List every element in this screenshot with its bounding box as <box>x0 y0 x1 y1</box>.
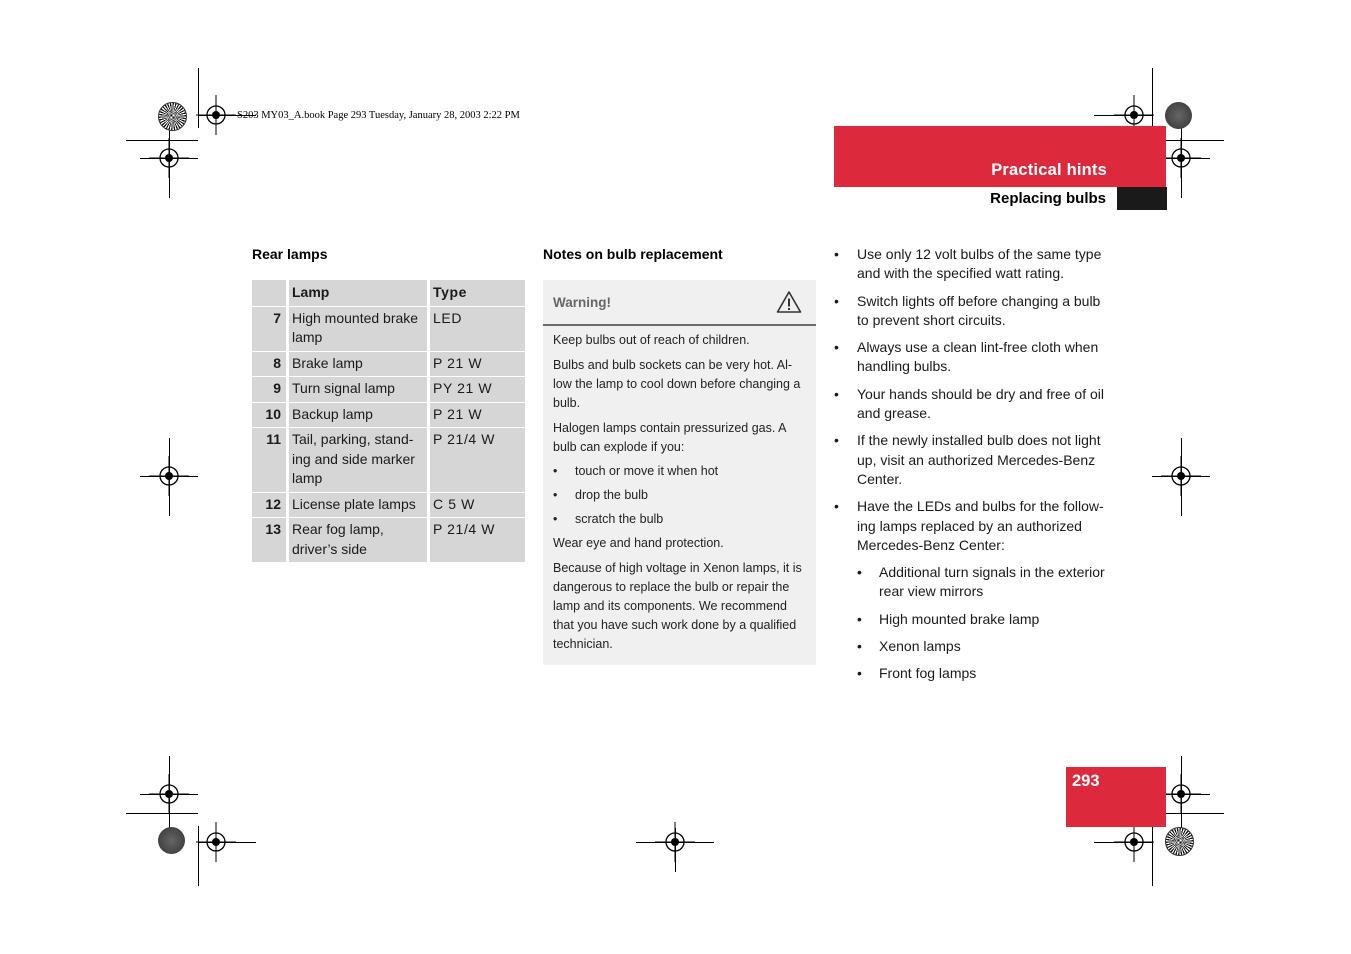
list-item-text: Have the LEDs and bulbs for the follow-ing lamps replaced by an authorized Mercedes-Benz Center: <box>857 498 1104 553</box>
column-header-number <box>252 280 289 307</box>
notes-heading: Notes on bulb replacement <box>543 246 723 262</box>
lamp-type: P 21 W <box>430 352 525 378</box>
column-header-type: Type <box>430 280 525 307</box>
gray-target-icon <box>1165 102 1192 129</box>
list-item: • Your hands should be dry and free of oil and grease. <box>834 385 1114 424</box>
warning-paragraph: Keep bulbs out of reach of children. <box>553 333 750 347</box>
lamp-name: High mounted brake lamp <box>289 307 430 352</box>
file-info: S203 MY03_A.book Page 293 Tuesday, January 28, 2003 2:22 PM <box>237 110 520 121</box>
lamp-number: 10 <box>252 403 289 429</box>
lamp-number: 8 <box>252 352 289 378</box>
warning-label: Warning! <box>553 295 611 310</box>
star-target-icon <box>158 102 187 131</box>
warning-paragraph: Because of high voltage in Xenon lamps, it is dangerous to replace the bulb or repair the lamp and its components. We recommend that you have such work done by a qualified technician. <box>553 561 802 651</box>
warning-body <box>543 326 816 654</box>
header-marker <box>1117 187 1167 210</box>
registration-mark-icon <box>141 448 197 504</box>
sub-list-item: • Front fog lamps <box>857 664 1114 683</box>
rear-lamps-heading: Rear lamps <box>252 246 328 262</box>
list-item: • Always use a clean lint-free cloth when handling bulbs. <box>834 338 1114 377</box>
lamp-number: 13 <box>252 518 289 562</box>
warning-paragraph: Wear eye and hand protection. <box>553 536 724 550</box>
lamp-number: 7 <box>252 307 289 352</box>
sub-list <box>857 563 1114 683</box>
lamp-type: P 21/4 W <box>430 428 525 493</box>
page-number: 293 <box>1072 772 1100 790</box>
tips-list <box>834 245 1114 692</box>
warning-header <box>543 280 816 326</box>
table-row <box>252 403 525 429</box>
list-item: • drop the bulb <box>553 486 806 505</box>
warning-paragraph: Bulbs and bulb sockets can be very hot. Al-low the lamp to cool down before changing a bulb. <box>553 358 801 410</box>
list-item: • If the newly installed bulb does not light up, visit an authorized Mercedes-Benz Center. <box>834 431 1114 489</box>
sub-list-item: • Xenon lamps <box>857 637 1114 656</box>
column-header-lamp: Lamp <box>289 280 430 307</box>
registration-mark-icon <box>141 130 197 186</box>
registration-mark-icon <box>188 814 244 870</box>
lamp-type: LED <box>430 307 525 352</box>
lamp-type: PY 21 W <box>430 377 525 403</box>
lamp-number: 12 <box>252 493 289 519</box>
star-target-icon <box>1165 827 1194 856</box>
list-item: • touch or move it when hot <box>553 462 806 481</box>
section-header <box>834 126 1166 187</box>
lamp-name: License plate lamps <box>289 493 430 519</box>
lamp-name: Backup lamp <box>289 403 430 429</box>
list-item: • Switch lights off before changing a bulb to prevent short circuits. <box>834 292 1114 331</box>
rear-lamps-table <box>252 280 525 562</box>
table-row <box>252 352 525 378</box>
registration-mark-icon <box>647 814 703 870</box>
lamp-type: C 5 W <box>430 493 525 519</box>
section-title: Practical hints <box>991 161 1107 179</box>
gray-target-icon <box>158 827 185 854</box>
lamp-number: 9 <box>252 377 289 403</box>
sub-list-item: • High mounted brake lamp <box>857 610 1114 629</box>
warning-list <box>553 462 806 529</box>
warning-paragraph: Halogen lamps contain pressurized gas. A bulb can explode if you: <box>553 421 786 454</box>
table-row <box>252 518 525 562</box>
lamp-number: 11 <box>252 428 289 493</box>
lamp-type: P 21/4 W <box>430 518 525 562</box>
page-number-tab <box>1066 767 1166 827</box>
warning-triangle-icon <box>776 290 802 314</box>
sub-list-item: • Additional turn signals in the exterior rear view mirrors <box>857 563 1114 602</box>
lamp-name: Tail, parking, stand-ing and side marker lamp <box>289 428 430 493</box>
subsection-title: Replacing bulbs <box>990 190 1106 207</box>
registration-mark-icon <box>1153 448 1209 504</box>
table-row <box>252 428 525 493</box>
lamp-name: Brake lamp <box>289 352 430 378</box>
lamp-type: P 21 W <box>430 403 525 429</box>
warning-box <box>543 280 816 665</box>
table-row <box>252 493 525 519</box>
lamp-name: Rear fog lamp, driver’s side <box>289 518 430 562</box>
list-item <box>834 497 1114 683</box>
list-item: • Use only 12 volt bulbs of the same type and with the specified watt rating. <box>834 245 1114 284</box>
lamp-name: Turn signal lamp <box>289 377 430 403</box>
table-row <box>252 377 525 403</box>
table-header-row <box>252 280 525 307</box>
list-item: • scratch the bulb <box>553 510 806 529</box>
table-row <box>252 307 525 352</box>
